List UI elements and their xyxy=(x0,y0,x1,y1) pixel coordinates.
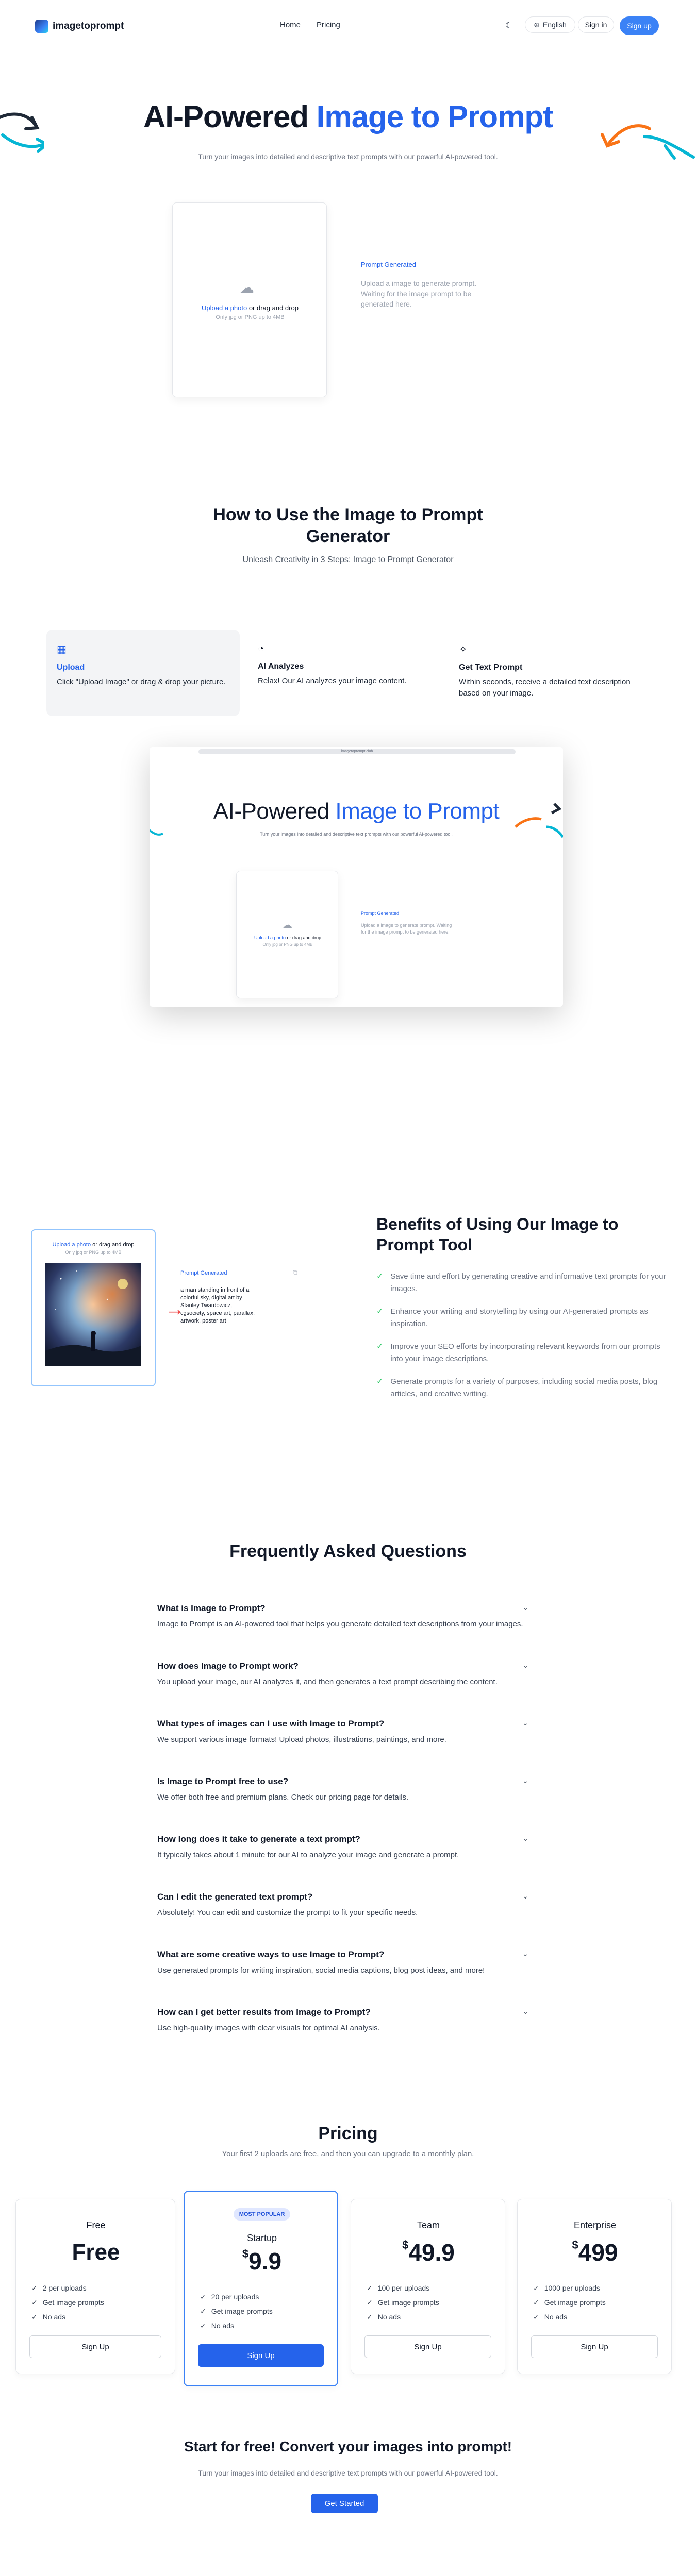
faq-question[interactable]: Is Image to Prompt free to use? xyxy=(157,1776,289,1786)
check-icon: ✓ xyxy=(367,2284,373,2292)
plan-signup-button[interactable]: Sign Up xyxy=(364,2335,491,2358)
preview-hero-title xyxy=(150,799,563,824)
faq-answer: You upload your image, our AI analyzes it, and then generates a text prompt describing the content. xyxy=(157,1677,498,1686)
plan-feature xyxy=(200,2307,273,2316)
preview-upload-link: Upload a photo xyxy=(254,935,286,940)
feature-text: 1000 per uploads xyxy=(544,2284,600,2292)
hero-title-blue: Image to Prompt xyxy=(316,99,553,134)
faq-question[interactable]: What is Image to Prompt? xyxy=(157,1603,266,1613)
step-card-prompt[interactable] xyxy=(449,630,642,716)
demo-prompt-text: a man standing in front of a colorful sky, digital art by Stanley Twardowicz, cgsociety, space art, parallax, artwork, poster art xyxy=(180,1287,255,1324)
nav-home[interactable]: Home xyxy=(280,21,301,29)
plan-feature xyxy=(533,2298,606,2307)
logo-icon xyxy=(35,20,48,33)
nav-pricing[interactable]: Pricing xyxy=(317,21,340,29)
demo-space-art-image xyxy=(45,1263,141,1366)
upload-hint: Only jpg or PNG up to 4MB xyxy=(216,314,285,320)
step-title: Upload xyxy=(57,663,85,672)
step-title: AI Analyzes xyxy=(258,662,304,671)
plan-price: 49.9 xyxy=(408,2239,455,2266)
preview-browser-bar xyxy=(150,747,563,756)
faq-item[interactable] xyxy=(157,1603,528,1661)
plan-currency: $ xyxy=(572,2239,578,2251)
plan-signup-button[interactable]: Sign Up xyxy=(198,2344,324,2367)
upload-link[interactable]: Upload a photo xyxy=(202,304,247,312)
benefit-text: Enhance your writing and storytelling by using our AI-generated prompts as inspiration. xyxy=(390,1307,648,1328)
upload-figma-icon: ▦ xyxy=(57,644,67,655)
preview-title-blue: Image to Prompt xyxy=(335,799,500,824)
brand-logo[interactable] xyxy=(35,20,124,33)
plan-feature xyxy=(367,2284,439,2293)
faq-answer: Use generated prompts for writing inspiration, social media captions, blog post ideas, and more! xyxy=(157,1966,485,1975)
check-icon: ✓ xyxy=(200,2293,206,2301)
faq-question[interactable]: What are some creative ways to use Image to Prompt? xyxy=(157,1950,385,1959)
feature-text: Get image prompts xyxy=(544,2298,606,2307)
plan-card-startup xyxy=(184,2191,338,2386)
plan-feature xyxy=(367,2313,439,2321)
site-preview-screenshot xyxy=(150,747,563,1007)
signin-button[interactable]: Sign in xyxy=(578,16,614,33)
signup-button[interactable]: Sign up xyxy=(620,16,659,35)
feature-text: Get image prompts xyxy=(211,2307,273,2315)
faq-item[interactable] xyxy=(157,2007,528,2065)
preview-result-placeholder: Upload a image to generate prompt. Waiting for the image prompt to be generated here. xyxy=(361,923,452,935)
check-icon: ✓ xyxy=(533,2284,539,2292)
faq-question[interactable]: How does Image to Prompt work? xyxy=(157,1661,299,1671)
plan-price-block xyxy=(351,2239,506,2266)
benefits-title: Benefits of Using Our Image to Prompt Tool xyxy=(376,1215,619,1254)
check-icon: ✓ xyxy=(200,2307,206,2315)
feature-text: No ads xyxy=(544,2313,568,2321)
step-desc: Click "Upload Image" or drag & drop your picture. xyxy=(57,677,226,686)
step-desc: Within seconds, receive a detailed text description based on your image. xyxy=(459,677,631,698)
step-card-analyze[interactable] xyxy=(247,630,441,716)
plan-name: Startup xyxy=(246,2233,277,2243)
check-icon: ✓ xyxy=(376,1377,384,1386)
plan-features xyxy=(533,2284,606,2327)
preview-url: imagetoprompt.club xyxy=(198,749,516,754)
chevron-down-icon[interactable]: ⌄ xyxy=(522,1834,528,1842)
check-icon: ✓ xyxy=(367,2313,373,2321)
plan-name: Team xyxy=(417,2220,440,2230)
check-icon: ✓ xyxy=(31,2298,38,2307)
faq-item[interactable] xyxy=(157,1661,528,1719)
chevron-down-icon[interactable]: ⌄ xyxy=(522,1950,528,1958)
chevron-down-icon[interactable]: ⌄ xyxy=(522,1661,528,1669)
gauge-icon: ◔ xyxy=(258,643,264,654)
preview-upload-drag: or drag and drop xyxy=(286,935,322,940)
site-header xyxy=(0,0,696,52)
feature-text: 2 per uploads xyxy=(42,2284,87,2292)
faq-item[interactable] xyxy=(157,1950,528,2007)
hero-title xyxy=(0,99,696,134)
benefit-text: Improve your SEO efforts by incorporating relevant keywords from our prompts into your image descriptions. xyxy=(390,1342,660,1363)
faq-item[interactable] xyxy=(157,1776,528,1834)
preview-result-title: Prompt Generated xyxy=(361,911,400,916)
plan-card-team xyxy=(351,2199,505,2374)
plan-feature xyxy=(31,2298,104,2307)
plan-currency: $ xyxy=(402,2239,409,2251)
preview-title-dark: AI-Powered xyxy=(213,799,329,824)
feature-text: 20 per uploads xyxy=(211,2293,259,2301)
benefit-item xyxy=(376,1341,668,1365)
chevron-down-icon[interactable]: ⌄ xyxy=(522,1892,528,1900)
chevron-down-icon[interactable]: ⌄ xyxy=(522,1719,528,1727)
faq-item[interactable] xyxy=(157,1892,528,1950)
plan-name: Free xyxy=(86,2220,106,2230)
faq-question[interactable]: What types of images can I use with Image to Prompt? xyxy=(157,1719,385,1728)
result-placeholder: Upload a image to generate prompt. Waiting for the image prompt to be generated here. xyxy=(361,279,477,308)
plan-card-enterprise xyxy=(517,2199,672,2374)
feature-text: 100 per uploads xyxy=(377,2284,430,2292)
result-title: Prompt Generated xyxy=(361,261,416,268)
plan-price-block xyxy=(185,2247,339,2275)
plan-signup-button[interactable]: Sign Up xyxy=(29,2335,161,2358)
step-title: Get Text Prompt xyxy=(459,663,523,672)
faq-question[interactable]: How can I get better results from Image to Prompt? xyxy=(157,2007,371,2017)
check-icon: ✓ xyxy=(31,2284,38,2292)
benefit-item xyxy=(376,1306,668,1330)
plan-feature xyxy=(533,2284,606,2293)
pricing-title: Pricing xyxy=(318,2124,378,2143)
check-icon: ✓ xyxy=(367,2298,373,2307)
copy-icon[interactable]: ⧉ xyxy=(293,1268,298,1276)
plan-features xyxy=(367,2284,439,2327)
upload-dropzone[interactable] xyxy=(172,202,327,397)
cta-subtitle: Turn your images into detailed and descriptive text prompts with our powerful AI-powered tool. xyxy=(198,2469,498,2477)
faq-answer: Image to Prompt is an AI-powered tool that helps you generate detailed text descriptions from your images. xyxy=(157,1620,523,1629)
faq-question[interactable]: Can I edit the generated text prompt? xyxy=(157,1892,313,1902)
benefit-demo-upload xyxy=(31,1229,156,1386)
pricing-subtitle: Your first 2 uploads are free, and then you can upgrade to a monthly plan. xyxy=(222,2149,474,2158)
feature-text: No ads xyxy=(42,2313,66,2321)
plan-feature xyxy=(200,2293,273,2301)
feature-text: No ads xyxy=(211,2321,235,2330)
upload-cloud-icon: ☁ xyxy=(240,280,254,296)
plan-price: 9.9 xyxy=(248,2248,282,2275)
chevron-down-icon[interactable]: ⌄ xyxy=(522,2007,528,2015)
hero-subtitle: Turn your images into detailed and descriptive text prompts with our powerful AI-powered tool. xyxy=(198,152,498,161)
plan-features xyxy=(200,2293,273,2336)
faq-item[interactable] xyxy=(157,1834,528,1892)
globe-icon: ⊕ xyxy=(534,20,540,29)
demo-upload-drag: or drag and drop xyxy=(91,1242,135,1248)
benefits-list xyxy=(376,1270,668,1411)
red-arrow-icon: → xyxy=(165,1298,185,1320)
check-icon: ✓ xyxy=(31,2313,38,2321)
howto-title: How to Use the Image to Prompt Generator xyxy=(213,505,483,546)
check-icon: ✓ xyxy=(376,1307,384,1316)
faq-list xyxy=(157,1603,528,2065)
demo-upload-text xyxy=(32,1242,155,1248)
preview-upload-hint: Only jpg or PNG up to 4MB xyxy=(262,942,313,947)
plan-feature xyxy=(31,2284,104,2293)
howto-subtitle: Unleash Creativity in 3 Steps: Image to Prompt Generator xyxy=(242,555,454,564)
plan-name: Enterprise xyxy=(573,2220,617,2230)
plan-price: Free xyxy=(72,2240,120,2265)
plan-feature xyxy=(200,2321,273,2330)
demo-result-title: Prompt Generated xyxy=(180,1270,227,1276)
benefit-item xyxy=(376,1376,668,1400)
language-button[interactable] xyxy=(525,16,575,33)
step-card-upload[interactable] xyxy=(46,630,240,716)
faq-answer: We offer both free and premium plans. Check our pricing page for details. xyxy=(157,1793,409,1802)
plan-currency: $ xyxy=(242,2247,249,2260)
chevron-down-icon[interactable]: ⌄ xyxy=(522,1603,528,1612)
faq-answer: It typically takes about 1 minute for our AI to analyze your image and generate a prompt. xyxy=(157,1851,459,1859)
hero-title-dark: AI-Powered xyxy=(143,99,308,134)
demo-upload-hint: Only jpg or PNG up to 4MB xyxy=(65,1250,122,1255)
benefit-text: Save time and effort by generating creative and informative text prompts for your images. xyxy=(390,1272,666,1293)
plan-feature xyxy=(367,2298,439,2307)
plan-signup-button[interactable]: Sign Up xyxy=(531,2335,658,2358)
language-label: English xyxy=(542,21,567,29)
faq-question[interactable]: How long does it take to generate a text prompt? xyxy=(157,1834,360,1844)
preview-cloud-icon: ☁ xyxy=(282,920,292,931)
brand-name: imagetoprompt xyxy=(53,21,124,31)
upload-text xyxy=(173,304,327,312)
faq-answer: Use high-quality images with clear visuals for optimal AI analysis. xyxy=(157,2024,380,2032)
benefit-text: Generate prompts for a variety of purposes, including social media posts, blog articles, and creative writing. xyxy=(390,1377,658,1398)
check-icon: ✓ xyxy=(533,2313,539,2321)
faq-item[interactable] xyxy=(157,1719,528,1776)
feature-text: Get image prompts xyxy=(377,2298,439,2307)
most-popular-badge: MOST POPULAR xyxy=(234,2208,290,2221)
plan-price-block xyxy=(518,2239,672,2266)
feature-text: No ads xyxy=(377,2313,401,2321)
chevron-down-icon[interactable]: ⌄ xyxy=(522,1776,528,1785)
step-desc: Relax! Our AI analyzes your image content. xyxy=(258,676,407,685)
check-icon: ✓ xyxy=(533,2298,539,2307)
preview-upload-card xyxy=(236,871,338,998)
demo-upload-link: Upload a photo xyxy=(52,1242,91,1248)
plan-price: 499 xyxy=(578,2239,618,2266)
check-icon: ✓ xyxy=(376,1272,384,1281)
check-icon: ✓ xyxy=(376,1342,384,1351)
faq-title: Frequently Asked Questions xyxy=(229,1541,467,1561)
check-icon: ✓ xyxy=(200,2321,206,2330)
theme-toggle-icon[interactable]: ☾ xyxy=(505,21,512,30)
cta-title: Start for free! Convert your images into prompt! xyxy=(184,2438,512,2454)
get-started-button[interactable]: Get Started xyxy=(311,2494,378,2513)
sparkle-icon: ✧ xyxy=(459,644,468,655)
plan-feature xyxy=(31,2313,104,2321)
upload-drag-text: or drag and drop xyxy=(247,304,299,312)
faq-answer: Absolutely! You can edit and customize the prompt to fit your specific needs. xyxy=(157,1908,418,1917)
feature-text: Get image prompts xyxy=(42,2298,104,2307)
preview-hero-subtitle: Turn your images into detailed and descriptive text prompts with our powerful AI-powered tool. xyxy=(260,832,453,837)
preview-upload-text xyxy=(237,935,339,940)
faq-answer: We support various image formats! Upload photos, illustrations, paintings, and more. xyxy=(157,1735,446,1744)
plan-feature xyxy=(533,2313,606,2321)
plan-features xyxy=(31,2284,104,2327)
benefit-item xyxy=(376,1270,668,1295)
plan-card-free xyxy=(15,2199,175,2374)
